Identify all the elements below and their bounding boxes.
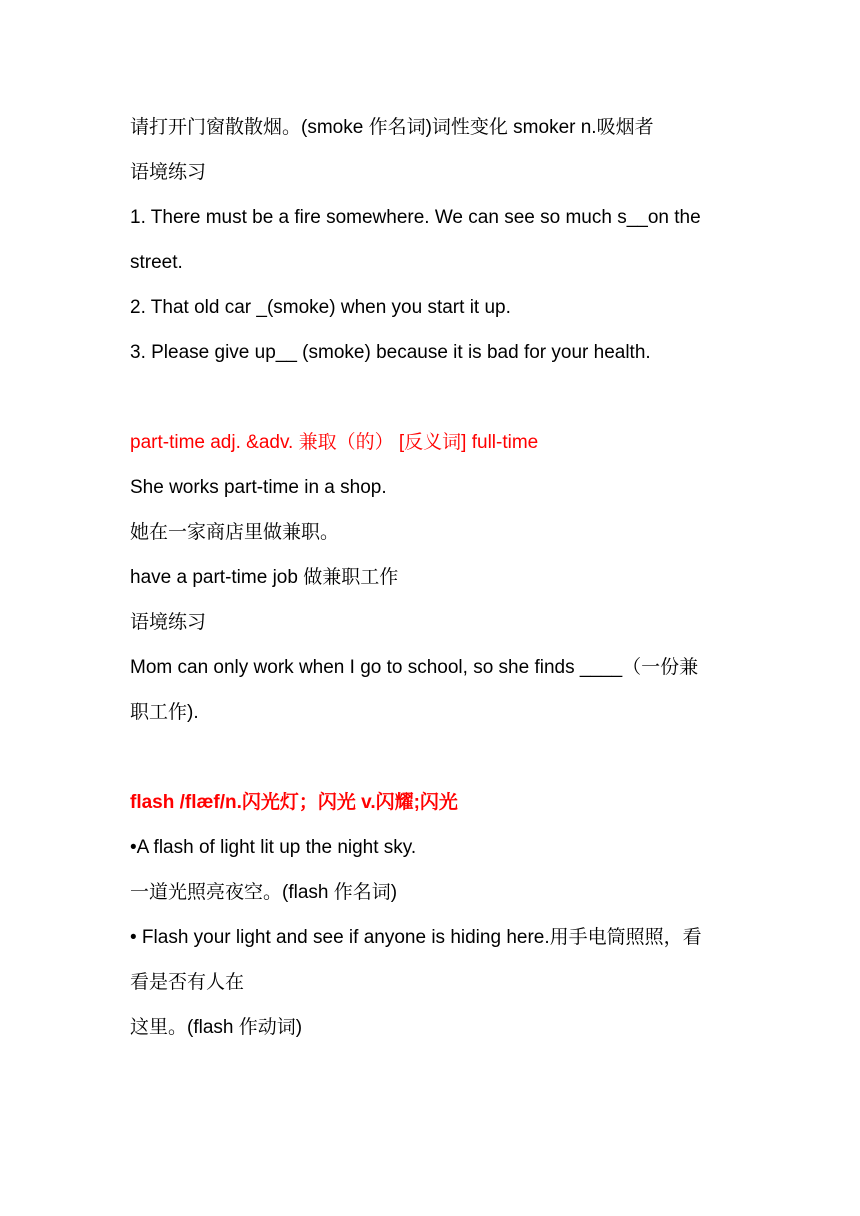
practice-heading: 语境练习 <box>130 162 207 183</box>
flash-example-1-cn: 一道光照亮夜空。(flash 作名词) <box>130 882 398 903</box>
part-time-heading: part-time adj. &adv. 兼取（的） [反义词] full-time <box>130 432 539 453</box>
flash-example-1-en: •A flash of light lit up the night sky. <box>130 837 417 858</box>
part-time-exercise-line-1: Mom can only work when I go to school, so she finds ____（一份兼 <box>130 657 699 678</box>
flash-heading: flash /flæf/n.闪光灯；闪光 v.闪耀;闪光 <box>130 792 458 813</box>
exercise-3: 3. Please give up__ (smoke) because it is bad for your health. <box>130 342 651 363</box>
practice-heading: 语境练习 <box>130 612 207 633</box>
smoke-usage-line: 请打开门窗散散烟。(smoke 作名词)词性变化 smoker n.吸烟者 <box>130 117 654 138</box>
part-time-example-cn: 她在一家商店里做兼职。 <box>130 522 340 543</box>
exercise-1-line-1: 1. There must be a fire somewhere. We can see so much s__on the <box>130 207 701 228</box>
exercise-1-line-2: street. <box>130 252 183 273</box>
part-time-exercise-line-2: 职工作). <box>130 702 199 723</box>
flash-example-2-line-3: 这里。(flash 作动词) <box>130 1017 303 1038</box>
part-time-phrase: have a part-time job 做兼职工作 <box>130 567 399 588</box>
part-time-example-en: She works part-time in a shop. <box>130 477 387 498</box>
exercise-2: 2. That old car _(smoke) when you start it up. <box>130 297 511 318</box>
flash-example-2-line-1: • Flash your light and see if anyone is hiding here.用手电筒照照，看 <box>130 927 702 948</box>
flash-example-2-line-2: 看是否有人在 <box>130 972 245 993</box>
